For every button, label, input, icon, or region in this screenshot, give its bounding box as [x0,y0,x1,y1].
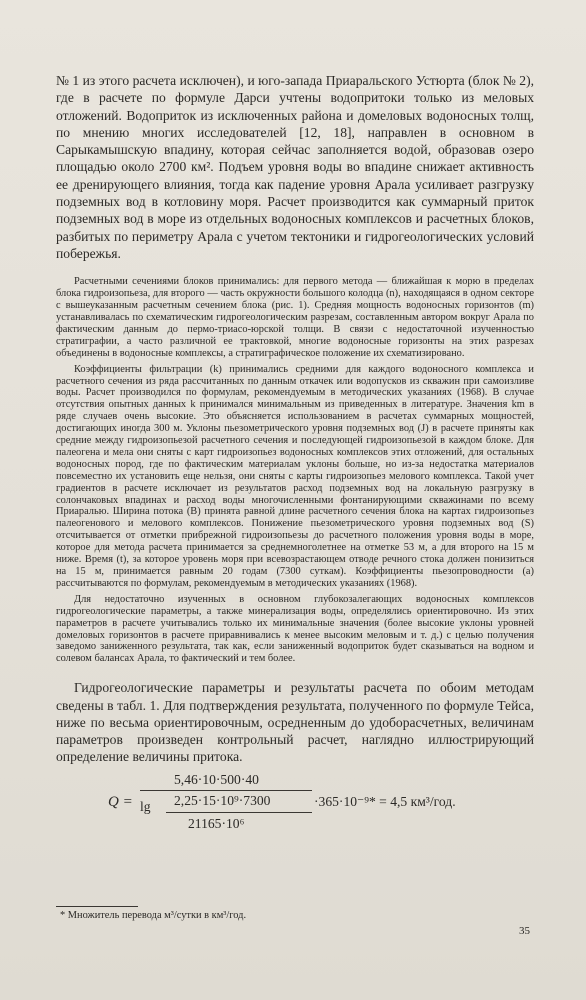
formula-numerator: 5,46·10·500·40 [174,771,259,787]
paragraph-3: Коэффициенты фильтрации (k) принимались средними для каждого водоносного комплекса и расчетного сечения из ряда рассчитанных по данным откачек или водопусков из скважин при самоизливе воды. Расчет производился по формулам, рекомендуемым в методических указаниях (1968). В случае отсутствия опытных данных k принимался минимальным из приведенных в литературе. Значения km в ряде случаев очень высокие. Это объясняется использованием в расчетах суммарных мощностей, достигающих иногда 300 м. Уклоны пьезометрического уровня подземных вод (J) в расчете приняты как средние между гидроизопьезой расчетного сечения и последующей гидроизопьезой в каждом блоке. Для палеогена и мела они сняты с карт гидроизопьез водоносных комплексов этих отложений, для остальных водоносных пород, где по фактическим материалам уклоны больше, но из-за недостатка материалов повсеместно их установить еще нельзя, они сняты с карты гидроизопьез мелового комплекса. Такой учет градиентов в расчете исключает из результатов расход подземных вод на локальную разгрузку в солончаковых впадинах и расход воды многочисленными фонтанирующими скважинами по всему Приаралью. Ширина потока (B) принята равной длине расчетного сечения блока на картах гидроизопьез палеогенового и мелового комплексов. Понижение пьезометрического уровня подземных вод (S) отсчитывается от отметки прибрежной гидроизопьезы до расчетного положения уровня воды в море, которое для метода расчета принимается за среднемноголетнее на отметке 53 м, а для второго на 15 м ниже. Время (t), за которое уровень моря при всевозрастающем отводе речного стока должен понизиться на 15 м, принимается равным 20 годам (7300 суткам). Коэффициенты пьезопроводности (a) рассчитываются по формулам, рекомендуемым в методических указаниях (1968). [56,363,534,589]
formula [56,772,534,842]
paragraph-5: Гидрогеологические параметры и результаты расчета по обоим методам сведены в табл. 1. Для подтверждения результата, полученного по формуле Тейса, ниже по весьма ориентировочным, осредненным до удоборасчетных, величинам параметров произведен контрольный расчет, наглядно иллюстрирующий определение величины притока. [56,680,534,765]
formula-result: ·365·10⁻⁹* = 4,5 км³/год. [314,793,456,809]
fraction-bar-outer [140,790,312,791]
text-column [56,72,534,842]
paragraph-2: Расчетными сечениями блоков принимались: для первого метода — ближайшая к морю в пределах блока гидроизопьеза, для второго — часть окружности большого колодца (n), находящаяся в одном секторе с вышеуказанным расчетным сечением блока (рис. 1). Средняя мощность водоносных горизонтов (m) устанавливалась по схематическим гидрогеологическим разрезам, составленным автором вокруг Арала по фактическим данным до пермо-триасо-юрской толщи. В связи с недостаточной изученностью стратиграфии, а часто различной ее трактовкой, многие водоносные горизонты на этих разрезах объединены в водоносные комплексы, а стратиграфическое положение их схематизировано. [56,276,534,359]
fraction-bar-inner [166,812,312,813]
formula-lg: lg [140,798,151,814]
footnote: * Множитель перевода м³/сутки в км³/год. [60,910,247,921]
page-number: 35 [519,925,530,937]
paragraph-4: Для недостаточно изученных в основном глубокозалегающих водоносных комплексов гидрогеологические параметры, а также минерализация воды, определялись ориентировочно. Из этих параметров в расчете учитывались только их минимальные значения (более высокие уклоны уровней домеловых горизонтов в расчете приравнивались к менее высоким меловым и т. д.) с целью получения заведомо заниженного результата, так как, если заниженный водоприток будет сказываться на водном и солевом балансах Арала, то фактический и тем более. [56,593,534,665]
formula-inner-numerator: 2,25·15·10⁹·7300 [174,792,271,808]
footnote-rule [56,906,138,907]
formula-q: Q = [108,793,133,810]
paragraph-1: № 1 из этого расчета исключен), и юго-запада Приаральского Устюрта (блок № 2), где в расчете по формуле Дарси учтены водопритоки только из меловых отложений. Водоприток из исключенных района и домеловых водоносных толщ, по мнению многих исследователей [12, 18], направлен в основном в Сарыкамышскую впадину, которая сейчас заполняется водой, образовав озеро площадью около 2700 км². Подъем уровня воды во впадине снижает активность ее дренирующего влияния, тогда как падение уровня Арала усиливает разгрузку подземных вод в котловину моря. Расчет производится как суммарный приток подземных вод в море из отдельных водоносных комплексов и расчетных блоков, разбитых по периметру Арала с учетом тектоники и гидрогеологических условий побережья. [56,73,534,261]
formula-inner-denominator: 21165·10⁶ [188,815,245,831]
